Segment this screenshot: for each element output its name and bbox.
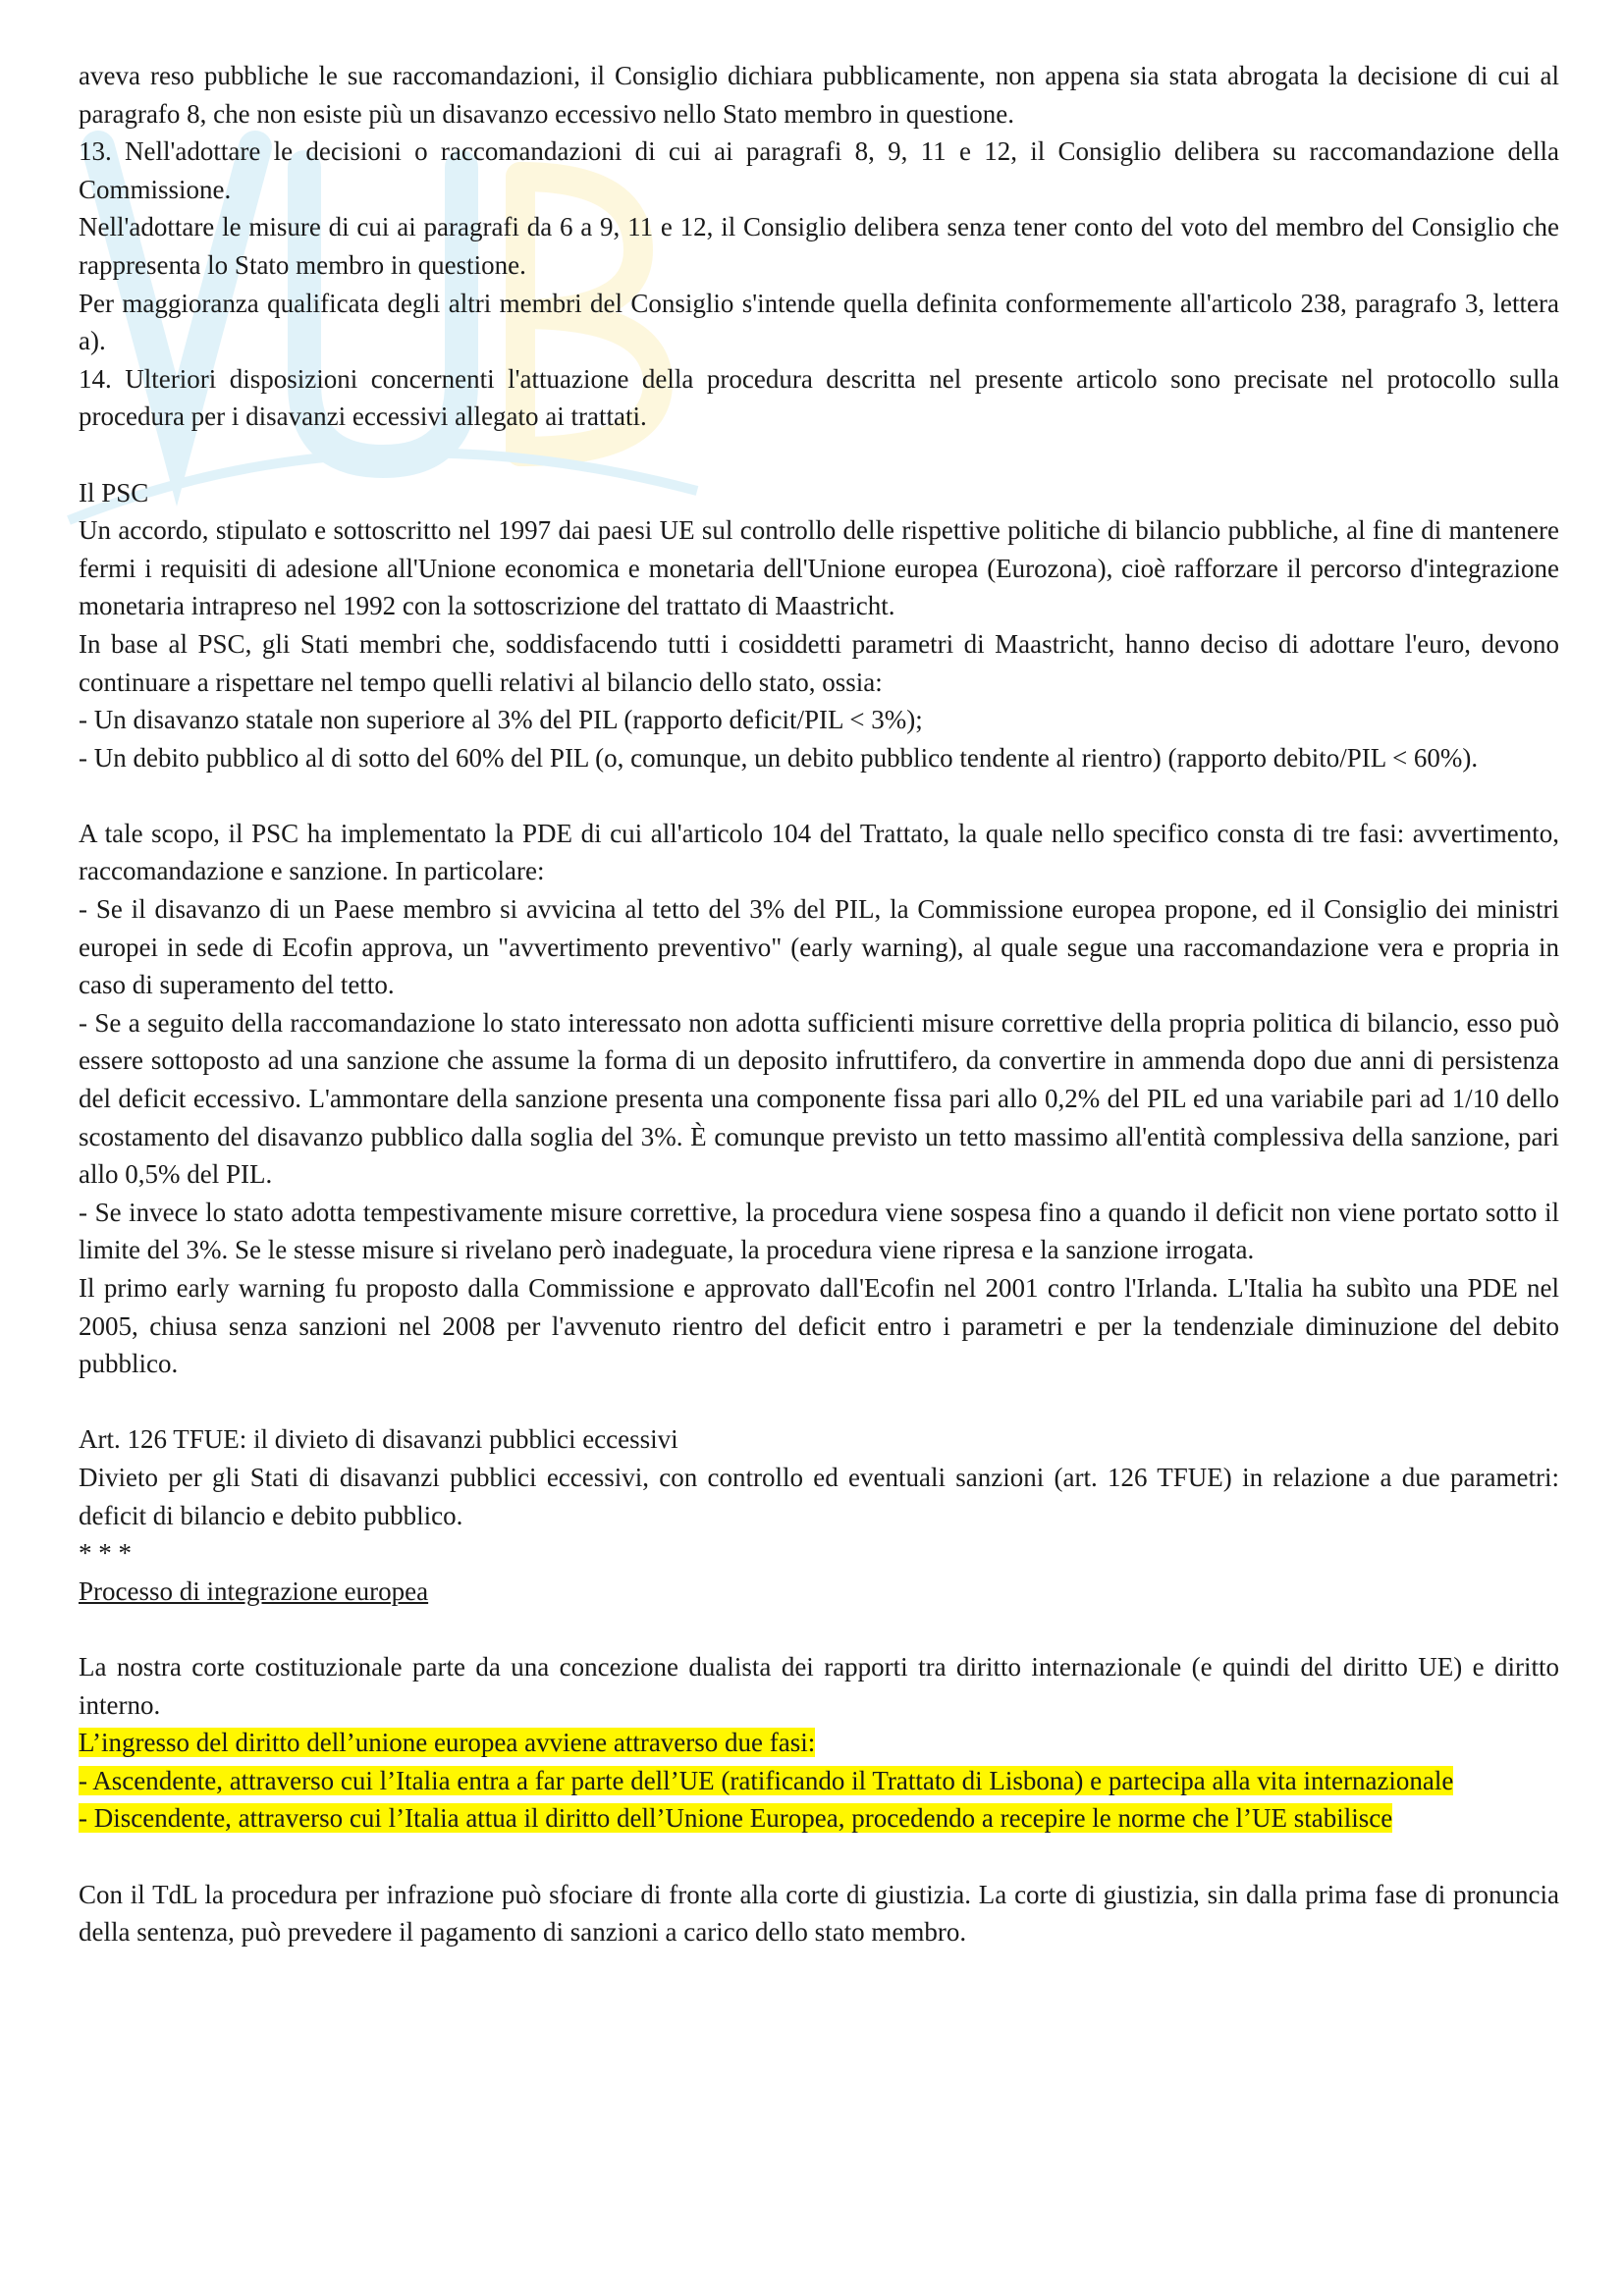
highlight-two-phases [79,1724,1559,1762]
section-separator: * * * [79,1538,132,1569]
paragraph-art-126: Divieto per gli Stati di disavanzi pubblici eccessivi, con controllo ed eventuali sanzioni (art. 126 TFUE) in relazione a due parametri: deficit di bilancio e debito pubblico. [79,1462,1559,1530]
paragraph-3: Nell'adottare le misure di cui ai paragrafi da 6 a 9, 11 e 12, il Consiglio delibera senza tener conto del voto del membro del Consiglio che rappresenta lo Stato membro in questione. [79,212,1559,280]
document-page [79,57,1559,1951]
paragraph-4: Per maggioranza qualificata degli altri membri del Consiglio s'intende quella definita conformemente all'articolo 238, paragrafo 3, lettera a). [79,288,1559,356]
paragraph-1: aveva reso pubbliche le sue raccomandazioni, il Consiglio dichiara pubblicamente, non appena sia stata abrogata la decisione di cui al paragrafo 8, che non esiste più un disavanzo eccessivo nello Stato membro in questione. [79,61,1559,129]
paragraph-psc-rules: In base al PSC, gli Stati membri che, soddisfacendo tutti i cosiddetti parametri di Maastricht, hanno deciso di adottare l'euro, devono continuare a rispettare nel tempo quelli relativi al bilancio dello stato, ossia: [79,628,1559,697]
section-heading-integration-text: Processo di integrazione europea [79,1575,429,1606]
list-item-early-warning: - Se il disavanzo di un Paese membro si avvicina al tetto del 3% del PIL, la Commissione europea propone, ed il Consiglio dei ministri europei in sede di Ecofin approva, un "avvertimento preventivo" (early warning), al quale segue una raccomandazione vera e propria in caso di superamento del tetto. [79,894,1559,1000]
paragraph-psc-definition: Un accordo, stipulato e sottoscritto nel 1997 dai paesi UE sul controllo delle rispettive politiche di bilancio pubbliche, al fine di mantenere fermi i requisiti di adesione all'Unione economica e monetaria dell'Unione europea (Eurozona), cioè rafforzare il percorso d'integrazione monetaria intrapreso nel 1992 con la sottoscrizione del trattato di Maastricht. [79,515,1559,621]
section-heading-art-126: Art. 126 TFUE: il divieto di disavanzi pubblici eccessivi [79,1424,678,1455]
highlight-two-phases-text: L’ingresso del diritto dell’unione europea avviene attraverso due fasi: [79,1728,816,1758]
list-item-deficit: - Un disavanzo statale non superiore al 3% del PIL (rapporto deficit/PIL < 3%); [79,705,923,735]
section-heading-integration [79,1573,1559,1611]
highlight-ascending [79,1762,1559,1800]
paragraph-dualism: La nostra corte costituzionale parte da una concezione dualista dei rapporti tra diritto internazionale (e quindi del diritto UE) e diritto interno. [79,1651,1559,1720]
list-item-sanction: - Se a seguito della raccomandazione lo stato interessato non adotta sufficienti misure correttive della propria politica di bilancio, esso può essere sottoposto ad una sanzione che assume la forma di un deposito infruttifero, da convertire in ammenda dopo due anni di persistenza del deficit eccessivo. L'ammontare della sanzione presenta una componente fissa pari allo 0,2% del PIL ed una variabile pari ad 1/10 dello scostamento del disavanzo pubblico dalla soglia del 3%. È comunque previsto un tetto massimo all'entità complessiva della sanzione, pari allo 0,5% del PIL. [79,1007,1559,1190]
paragraph-first-warning: Il primo early warning fu proposto dalla Commissione e approvato dall'Ecofin nel 2001 contro l'Irlanda. L'Italia ha subìto una PDE nel 2005, chiusa senza sanzioni nel 2008 per l'avvenuto rientro del deficit entro i parametri e per la tendenziale diminuzione del debito pubblico. [79,1273,1559,1379]
highlight-descending-text: - Discendente, attraverso cui l’Italia attua il diritto dell’Unione Europea, procedendo a recepire le norme che l’UE stabilisce [79,1803,1393,1834]
highlight-descending [79,1799,1559,1838]
section-heading-psc: Il PSC [79,477,149,507]
paragraph-pde-intro: A tale scopo, il PSC ha implementato la PDE di cui all'articolo 104 del Trattato, la quale nello specifico consta di tre fasi: avvertimento, raccomandazione e sanzione. In particolare: [79,818,1559,886]
paragraph-5: 14. Ulteriori disposizioni concernenti l'attuazione della procedura descritta nel presente articolo sono precisate nel protocollo sulla procedura per i disavanzi eccessivi allegato ai trattati. [79,363,1559,432]
highlight-ascending-text: - Ascendente, attraverso cui l’Italia entra a far parte dell’UE (ratificando il Trattato di Lisbona) e partecipa alla vita internazionale [79,1765,1454,1795]
list-item-suspension: - Se invece lo stato adotta tempestivamente misure correttive, la procedura viene sospesa fino a quando il deficit non viene portato sotto il limite del 3%. Se le stesse misure si rivelano però inadeguate, la procedura viene ripresa e la sanzione irrogata. [79,1197,1559,1265]
paragraph-2: 13. Nell'adottare le decisioni o raccomandazioni di cui ai paragrafi 8, 9, 11 e 12, il Consiglio delibera su raccomandazione della Commissione. [79,136,1559,204]
paragraph-infringement: Con il TdL la procedura per infrazione può sfociare di fronte alla corte di giustizia. La corte di giustizia, sin dalla prima fase di pronuncia della sentenza, può prevedere il pagamento di sanzioni a carico dello stato membro. [79,1879,1559,1948]
list-item-debt: - Un debito pubblico al di sotto del 60% del PIL (o, comunque, un debito pubblico tendente al rientro) (rapporto debito/PIL < 60%). [79,742,1479,773]
